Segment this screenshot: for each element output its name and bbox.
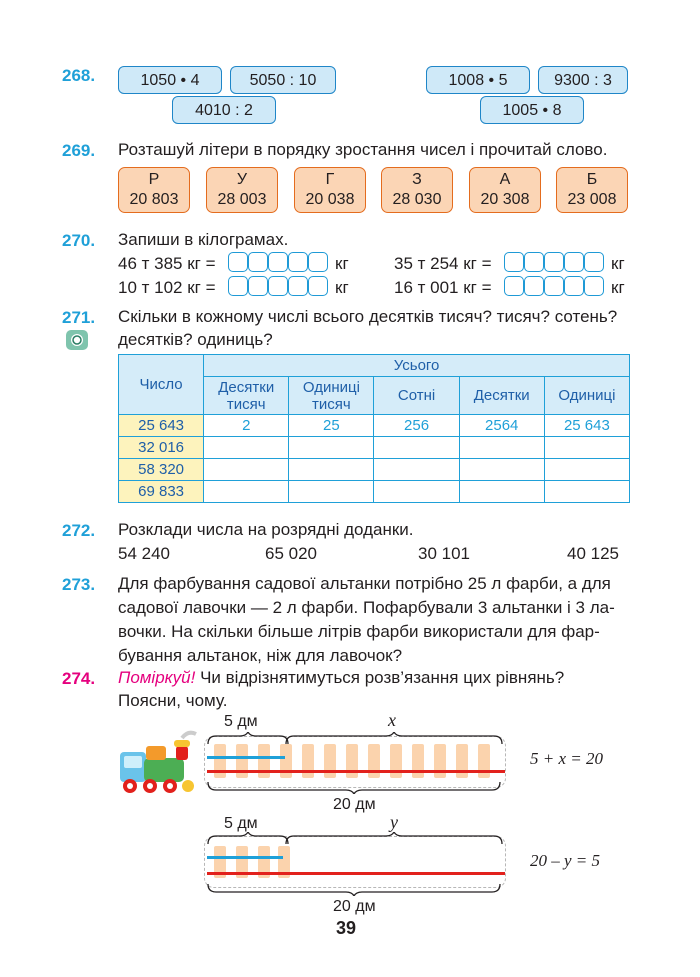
- table-row: [119, 437, 630, 459]
- diagram-1-bottom-brace: [206, 780, 506, 794]
- table-header-col: Сотні: [374, 377, 459, 415]
- row-number: 25 643: [119, 415, 204, 437]
- conversion-item: 10 т 102 кг =: [118, 278, 216, 297]
- row-number: 32 016: [119, 437, 204, 459]
- diagram-2-top-braces: [206, 832, 506, 846]
- row-number: 58 320: [119, 459, 204, 481]
- table-cell[interactable]: [289, 481, 374, 503]
- exercise-273-line: Для фарбування садової альтанки потрібно 25 л фарби, а для: [118, 574, 611, 593]
- table-header-group: Усього: [204, 355, 630, 377]
- table-cell[interactable]: [374, 481, 459, 503]
- table-cell[interactable]: [374, 459, 459, 481]
- letter-card: А 20 308: [469, 167, 541, 213]
- known-part-rail: [207, 856, 283, 859]
- expression-card: 9300 : 3: [538, 66, 628, 94]
- table-row: [119, 415, 630, 437]
- exercise-274-text-line2: Поясни, чому.: [118, 691, 228, 710]
- total-rail: [207, 770, 505, 773]
- exercise-271-number: 271.: [62, 308, 96, 327]
- table-header-number: Число: [119, 355, 204, 415]
- table-header-col: Десятки: [459, 377, 544, 415]
- number-item: 30 101: [418, 544, 470, 563]
- number-item: 65 020: [265, 544, 317, 563]
- exercise-270-number: 270.: [62, 231, 96, 250]
- conversion-item: 16 т 001 кг =: [394, 278, 492, 297]
- expression-card: 4010 : 2: [172, 96, 276, 124]
- table-header-col: Одиниці тисяч: [289, 377, 374, 415]
- table-cell[interactable]: [544, 437, 629, 459]
- table-cell: 256: [374, 415, 459, 437]
- letter-card: Б 23 008: [556, 167, 628, 213]
- number-item: 54 240: [118, 544, 170, 563]
- page-number: 39: [336, 918, 357, 938]
- answer-boxes[interactable]: [504, 276, 604, 298]
- table-cell[interactable]: [459, 437, 544, 459]
- exercise-272-number: 272.: [62, 521, 96, 540]
- table-cell[interactable]: [544, 481, 629, 503]
- place-value-table: [118, 354, 630, 503]
- exercise-272-text: Розклади числа на розрядні доданки.: [118, 520, 414, 539]
- answer-boxes[interactable]: [228, 252, 328, 274]
- table-cell[interactable]: [459, 481, 544, 503]
- letter-card: Р 20 803: [118, 167, 190, 213]
- table-cell: 2564: [459, 415, 544, 437]
- diagram-1-part-label: 5 дм: [224, 713, 258, 730]
- table-cell[interactable]: [374, 437, 459, 459]
- oral-exercise-icon: [66, 330, 88, 350]
- table-row: [119, 481, 630, 503]
- exercise-269-text: Розташуй літери в порядку зростання чисел і прочитай слово.: [118, 140, 608, 159]
- equation-2: 20 – y = 5: [530, 851, 601, 870]
- letter-card: Г 20 038: [294, 167, 366, 213]
- table-cell[interactable]: [459, 459, 544, 481]
- unit-label: кг: [611, 278, 625, 297]
- table-header-col: Десятки тисяч: [204, 377, 289, 415]
- number-item: 40 125: [567, 544, 619, 563]
- exercise-274-text: Поміркуй! Чи відрізнятимуться розв’язання цих рівнянь?: [118, 668, 565, 687]
- diagram-1-total-label: 20 дм: [333, 796, 376, 813]
- table-cell[interactable]: [204, 437, 289, 459]
- exercise-270-text: Запиши в кілограмах.: [118, 230, 289, 249]
- diagram-2-bottom-brace: [206, 882, 506, 896]
- table-cell[interactable]: [289, 459, 374, 481]
- diagram-2-total-label: 20 дм: [333, 898, 376, 915]
- conversion-item: 35 т 254 кг =: [394, 254, 492, 273]
- letter-card: З 28 030: [381, 167, 453, 213]
- table-row: [119, 459, 630, 481]
- conversion-item: 46 т 385 кг =: [118, 254, 216, 273]
- diagram-2-part-label: 5 дм: [224, 815, 258, 832]
- total-rail: [207, 872, 505, 875]
- exercise-269-number: 269.: [62, 141, 96, 160]
- table-header-col: Одиниці: [544, 377, 629, 415]
- diagram-1-unknown: x: [388, 710, 396, 730]
- expression-card: 1008 • 5: [426, 66, 530, 94]
- unit-label: кг: [335, 254, 349, 273]
- unit-label: кг: [335, 278, 349, 297]
- expression-card: 5050 : 10: [230, 66, 336, 94]
- table-cell[interactable]: [204, 481, 289, 503]
- equation-1: 5 + x = 20: [530, 749, 603, 768]
- exercise-273-line: вочки. На скільки більше літрів фарби використали для фар-: [118, 622, 600, 641]
- expression-card: 1005 • 8: [480, 96, 584, 124]
- row-number: 69 833: [119, 481, 204, 503]
- exercise-271-text-line2: десятків? одиниць?: [118, 330, 273, 349]
- exercise-273-line: бування альтанок, ніж для лавочок?: [118, 646, 403, 665]
- table-cell[interactable]: [289, 437, 374, 459]
- diagram-2-unknown: y: [390, 812, 398, 832]
- exercise-271-text-line1: Скільки в кожному числі всього десятків тисяч? тисяч? сотень?: [118, 307, 618, 326]
- exercise-273-number: 273.: [62, 575, 96, 594]
- table-cell[interactable]: [204, 459, 289, 481]
- exercise-268-number: 268.: [62, 66, 96, 85]
- known-part-rail: [207, 756, 285, 759]
- letter-card: У 28 003: [206, 167, 278, 213]
- toy-train-image: [116, 730, 202, 796]
- answer-boxes[interactable]: [504, 252, 604, 274]
- answer-boxes[interactable]: [228, 276, 328, 298]
- table-cell: 25 643: [544, 415, 629, 437]
- table-cell: 2: [204, 415, 289, 437]
- table-cell: 25: [289, 415, 374, 437]
- exercise-273-line: садової лавочки — 2 л фарби. Пофарбували 3 альтанки і 3 ла-: [118, 598, 615, 617]
- unit-label: кг: [611, 254, 625, 273]
- table-cell[interactable]: [544, 459, 629, 481]
- expression-card: 1050 • 4: [118, 66, 222, 94]
- exercise-274-number: 274.: [62, 669, 96, 688]
